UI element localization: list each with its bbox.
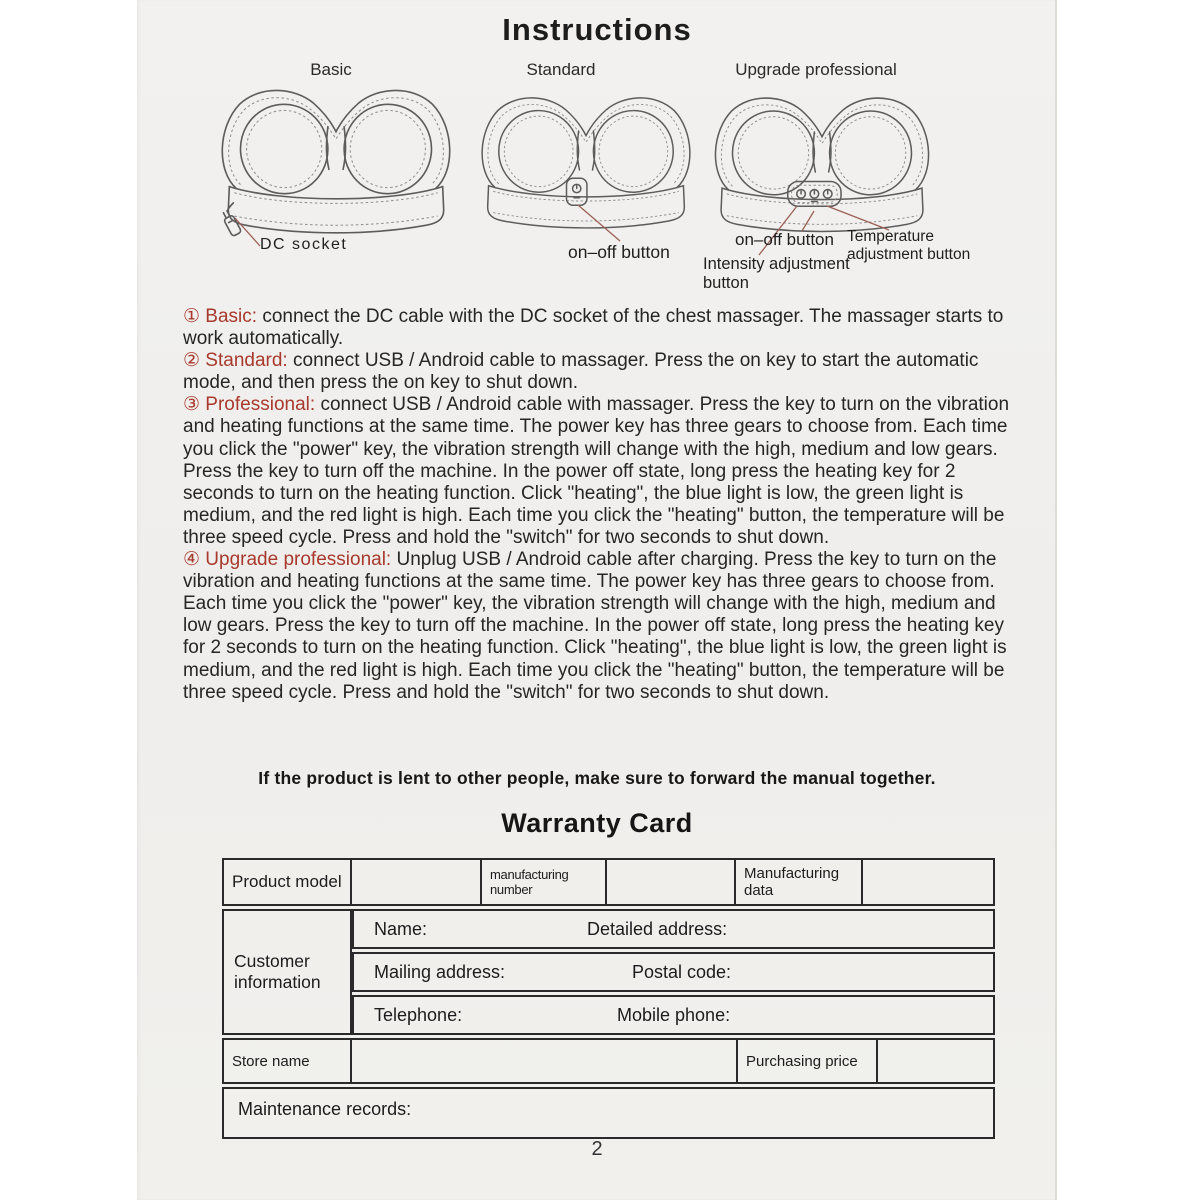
callout-temperature-adjustment-button: Temperature adjustment button xyxy=(847,228,971,263)
step-basic xyxy=(183,306,1019,350)
page-title: Instructions xyxy=(502,12,692,47)
table-section-customer-information xyxy=(222,909,995,1035)
step-body: connect USB / Android cable with massager. Press the key to turn on the vibration and heating functions at the same time. The power key has three gears to choose from. Each time you click the "power" key, the vibration strength will change with the high, medium and low gears. Press the key to turn off the machine. In the power off state, long press the heating key for 2 seconds to turn on the heating function. Click "heating", the blue light is low, the green light is medium, and the red light is high. Each time you click the "heating" button, the temperature will be three speed cycle. Press and hold the "switch" for two seconds to shut down. xyxy=(183,394,1010,548)
step-heading: ③ Professional: xyxy=(183,394,316,416)
table-row-mailing-postal xyxy=(352,952,995,992)
manufacturing-data-value-cell xyxy=(863,860,993,904)
customer-information-label: Customer information xyxy=(222,909,352,1035)
step-heading: ④ Upgrade professional: xyxy=(183,549,392,571)
callout-on-off-button-upgrade: on–off button xyxy=(735,230,834,249)
step-body: connect USB / Android cable to massager. Press the on key to start the automatic mode, and then press the on key to shut down. xyxy=(183,350,979,394)
table-row-maintenance-records xyxy=(222,1087,995,1139)
detailed-address-label: Detailed address: xyxy=(587,918,728,939)
store-name-value-cell xyxy=(352,1040,738,1082)
callout-dc-socket: DC socket xyxy=(260,236,348,253)
step-body: connect the DC cable with the DC socket of the chest massager. The massager starts to work automatically. xyxy=(183,306,1004,350)
manufacturing-number-value-cell xyxy=(607,860,736,904)
table-row-telephone-mobile xyxy=(352,995,995,1035)
step-professional xyxy=(183,394,1019,549)
manufacturing-number-label: manufacturing number xyxy=(482,860,607,904)
warranty-table xyxy=(222,858,995,1139)
product-model-value-cell xyxy=(352,860,482,904)
telephone-label: Telephone: xyxy=(374,1004,463,1025)
customer-information-rows xyxy=(352,909,995,1035)
postal-code-label: Postal code: xyxy=(632,961,732,982)
manufacturing-data-label: Manufacturing data xyxy=(736,860,863,904)
table-row-store xyxy=(222,1038,995,1084)
mailing-address-label: Mailing address: xyxy=(374,961,506,982)
step-upgrade-professional xyxy=(183,549,1019,704)
figure-label-standard: Standard xyxy=(526,60,596,79)
step-heading: ② Standard: xyxy=(183,350,288,372)
figure-label-upgrade-professional: Upgrade professional xyxy=(735,60,897,79)
step-standard xyxy=(183,350,1019,394)
purchasing-price-label: Purchasing price xyxy=(738,1040,878,1082)
product-model-label: Product model xyxy=(224,860,352,904)
callout-on-off-button-standard: on–off button xyxy=(568,242,670,262)
step-heading: ① Basic: xyxy=(183,306,258,327)
instruction-steps xyxy=(183,306,1019,704)
lending-note: If the product is lent to other people, make sure to forward the manual together. xyxy=(258,768,936,788)
table-row-product-model xyxy=(222,858,995,906)
purchasing-price-value-cell xyxy=(878,1040,993,1082)
figure-label-basic: Basic xyxy=(310,60,352,79)
name-label: Name: xyxy=(374,918,428,939)
page-number: 2 xyxy=(591,1138,603,1160)
store-name-label: Store name xyxy=(224,1040,352,1082)
table-row-name-address xyxy=(352,909,995,949)
mobile-phone-label: Mobile phone: xyxy=(617,1004,731,1025)
callout-intensity-adjustment-button: Intensity adjustment button xyxy=(703,255,850,292)
step-body: Unplug USB / Android cable after charging. Press the key to turn on the vibration and heating functions at the same time. The power key has three gears to choose from. Each time you click the "power" key, the vibration strength will change with the high, medium and low gears. Press the key to turn off the machine. In the power off state, long press the heating key for 2 seconds to turn on the heating function. Click "heating", the blue light is low, the green light is medium, and the red light is high. Each time you click the "heating" button, the temperature will be three speed cycle. Press and hold the "switch" for two seconds to shut down. xyxy=(183,549,1007,703)
manual-page xyxy=(137,0,1057,1200)
warranty-card-title: Warranty Card xyxy=(501,808,693,838)
maintenance-records-label: Maintenance records: xyxy=(238,1099,412,1119)
